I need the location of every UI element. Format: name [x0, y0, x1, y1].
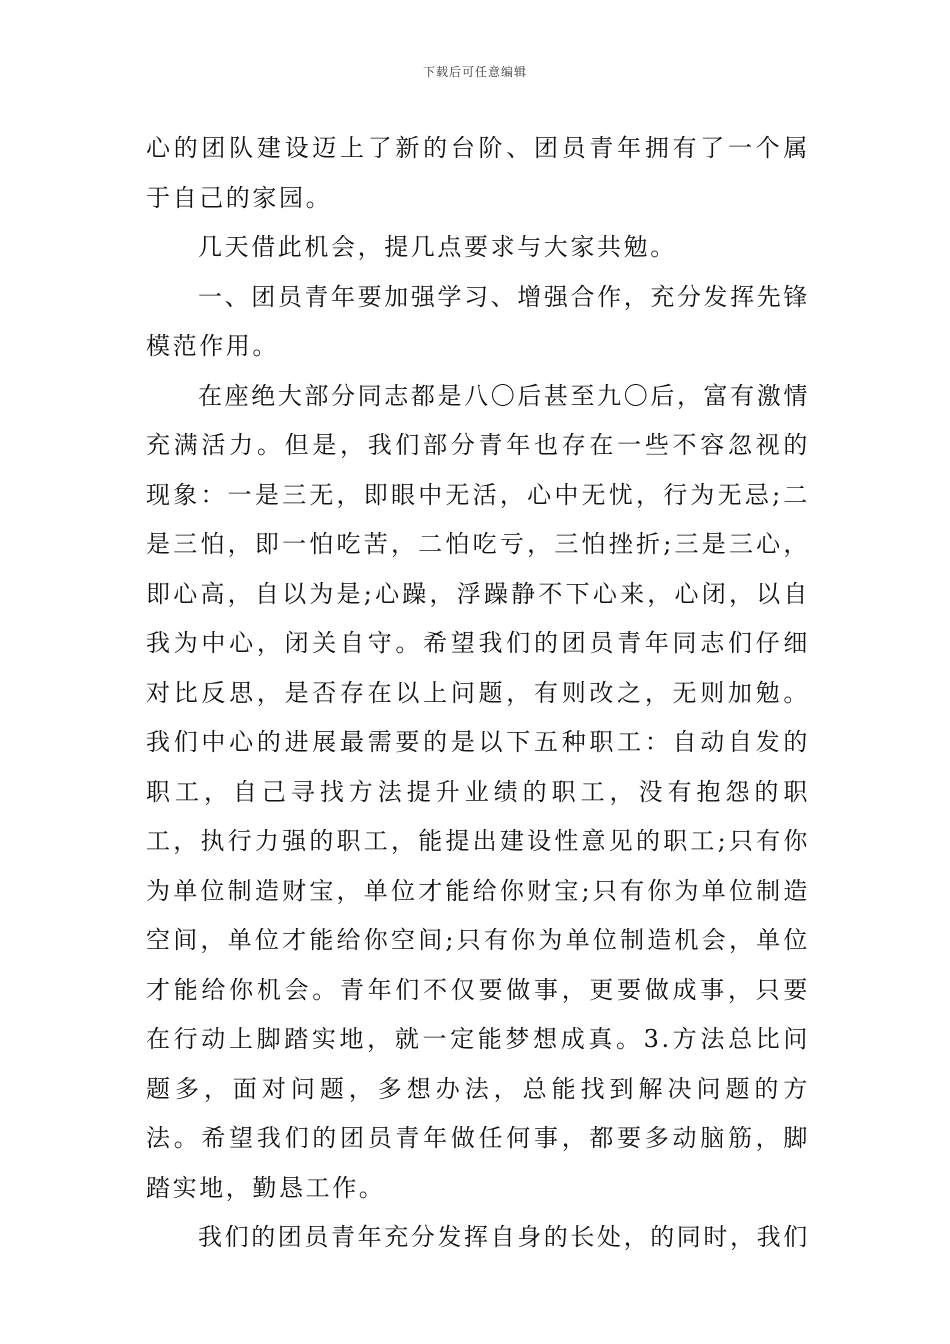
paragraph-closing: 我们的团员青年充分发挥自身的长处，的同时，我们: [198, 1223, 810, 1251]
paragraph-section-heading: 一、团员青年要加强学习、增强合作，充分发挥先锋模范作用。: [146, 282, 810, 360]
paragraph-continuation: 心的团队建设迈上了新的台阶、团员青年拥有了一个属于自己的家园。: [146, 134, 810, 212]
paragraph-intro: 几天借此机会，提几点要求与大家共勉。: [198, 233, 677, 261]
paragraph-main-body: 在座绝大部分同志都是八〇后甚至九〇后，富有激情充满活力。但是，我们部分青年也存在一些不容忽视的现象：一是三无，即眼中无活，心中无忧，行为无忌;二是三怕，即一怕吃苦，二怕吃亏，三怕挫折;三是三心，即心高，自以为是;心躁，浮躁静不下心来，心闭，以自我为中心，闭关自守。希望我们的团员青年同志们仔细对比反思，是否存在以上问题，有则改之，无则加勉。我们中心的进展最需要的是以下五种职工：自动自发的职工，自己寻找方法提升业绩的职工，没有抱怨的职工，执行力强的职工，能提出建设性意见的职工;只有你为单位制造财宝，单位才能给你财宝;只有你为单位制造空间，单位才能给你空间;只有你为单位制造机会，单位才能给你机会。青年们不仅要做事，更要做成事，只要在行动上脚踏实地，就一定能梦想成真。3.方法总比问题多，面对问题，多想办法，总能找到解决问题的方法。希望我们的团员青年做任何事，都要多动脑筋，脚踏实地，勤恳工作。: [146, 381, 810, 1202]
page-header-note: 下载后可任意编辑: [422, 65, 527, 79]
document-body: [146, 124, 810, 1263]
